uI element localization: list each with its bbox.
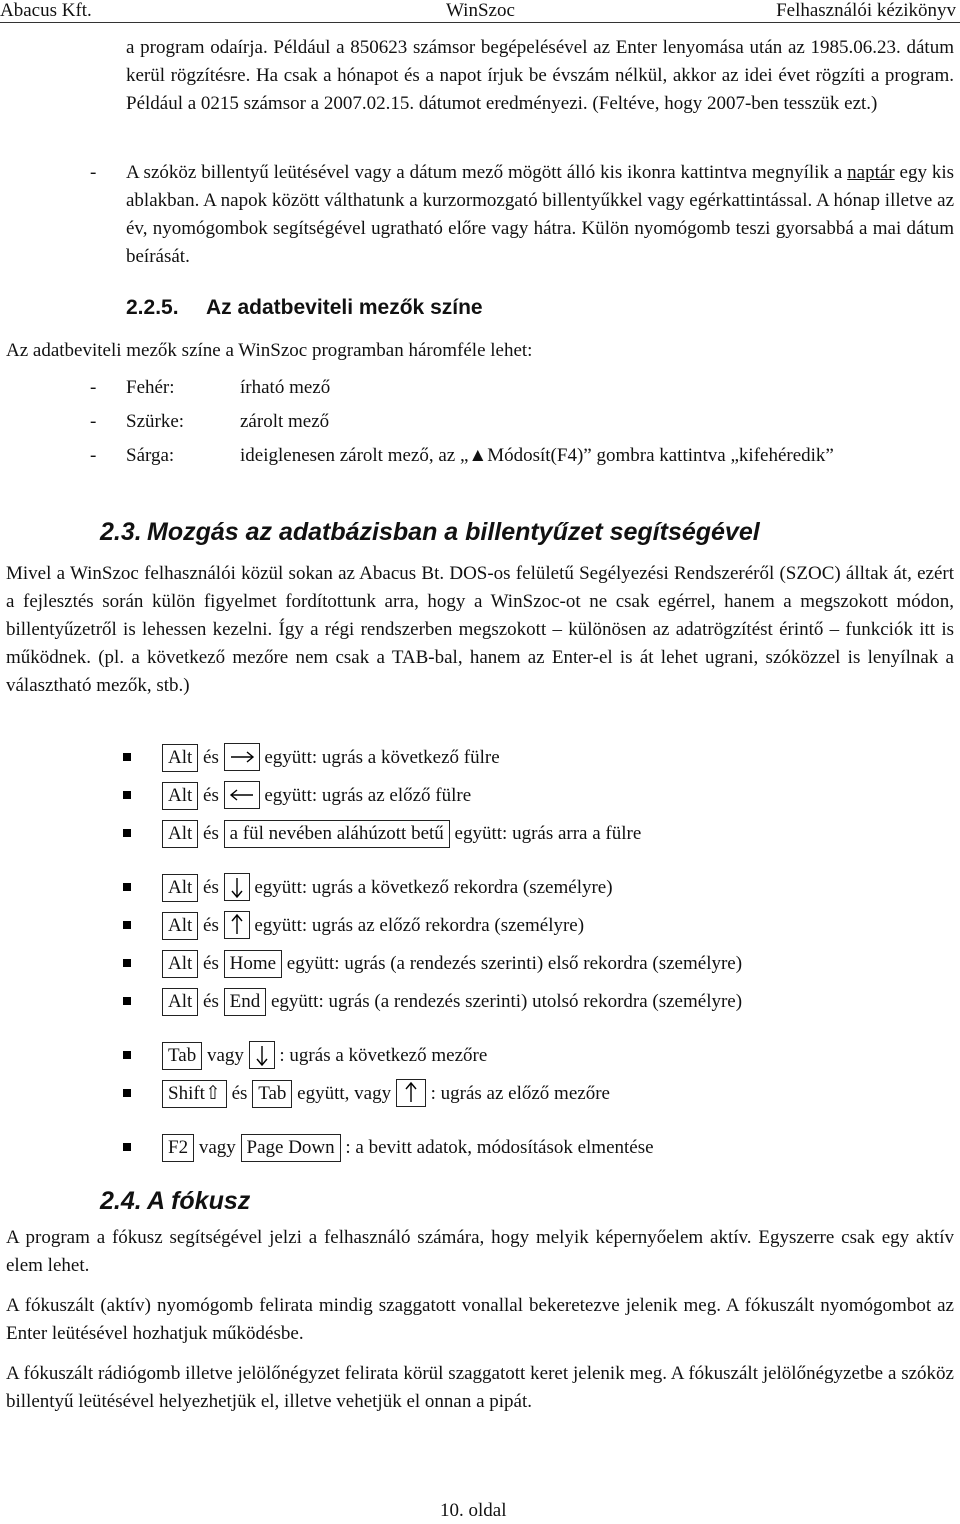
end-key: End [224, 988, 267, 1016]
section-225-number: 2.2.5. [126, 296, 179, 319]
shortcut-row-save [162, 1134, 654, 1162]
and-word: és [203, 877, 219, 898]
tab-key: Tab [162, 1042, 202, 1070]
or-word: vagy [198, 1137, 236, 1158]
section-23-paragraph: Mivel a WinSzoc felhasználói közül sokan az Abacus Bt. DOS-os felületű Segélyezési Rendszeréről (SZOC) álltak át, ezért a fejlesztés során külön figyelmet fordítottunk arra, hogy a WinSzoc-ot ne csak egérrel, hanem a megszokott módon, billentyűzetről is lehessen kezelni. Így a régi rendszerben megszokott – különösen az adatrögzítést érintő – funkciók itt is működnek. (pl. a következő mezőre nem csak a TAB-bal, hanem az Enter-el is át lehet ugrani, szóközzel is lenyílnak a választható mezők, stb.) [6, 563, 954, 696]
or-word: vagy [206, 1045, 244, 1066]
calendar-term: naptár [847, 162, 895, 183]
intro-dash: - [90, 162, 97, 183]
color-item-desc-grey: zárolt mező [240, 411, 330, 432]
bullet-square [123, 1143, 131, 1151]
f2-key: F2 [162, 1134, 194, 1162]
header-rule [0, 22, 960, 23]
and-word: és [203, 991, 219, 1012]
color-item-dash-3: - [90, 445, 97, 466]
color-item-label-yellow: Sárga: [126, 445, 175, 466]
shortcut-desc: : ugrás a következő mezőre [279, 1045, 488, 1066]
shortcut-desc: együtt: ugrás az előző rekordra (személyre) [254, 915, 585, 936]
header-doc-title: Felhasználói kézikönyv [776, 0, 956, 21]
right-arrow-key-icon [224, 743, 260, 771]
intro-p2-pre: A szóköz billentyű leütésével vagy a dátum mező mögött álló kis ikonra kattintva megnyílik a [126, 162, 848, 183]
shortcut-row-last-record [162, 988, 742, 1016]
bullet-square [123, 1051, 131, 1059]
page-down-key: Page Down [241, 1134, 341, 1162]
color-item-label-white: Fehér: [126, 377, 175, 398]
shortcut-row-next-field [162, 1042, 487, 1071]
bullet-square [123, 753, 131, 761]
focus-paragraph-2: A fókuszált (aktív) nyomógomb felirata mindig szaggatott vonallal bekeretezve jelenik meg. A fókuszált nyomógombot az Enter leütésével hozhatjuk működésbe. [6, 1295, 954, 1344]
bullet-square [123, 791, 131, 799]
color-item-dash-1: - [90, 377, 97, 398]
shortcut-row-jump-tab [162, 820, 641, 848]
alt-key: Alt [162, 744, 198, 772]
bullet-square [123, 921, 131, 929]
section-24-title: A fókusz [147, 1187, 251, 1215]
left-arrow-key-icon [224, 781, 260, 809]
bullet-square [123, 1089, 131, 1097]
intro-paragraph-2 [126, 159, 954, 271]
shortcut-desc: együtt: ugrás (a rendezés szerinti) utolsó rekordra (személyre) [270, 991, 743, 1012]
shortcut-row-first-record [162, 950, 742, 978]
home-key: Home [224, 950, 282, 978]
shortcut-desc: együtt: ugrás a következő rekordra (személyre) [254, 877, 613, 898]
shortcut-desc: együtt: ugrás a következő fülre [264, 747, 500, 768]
header-product: WinSzoc [446, 0, 515, 21]
color-item-label-grey: Szürke: [126, 411, 185, 432]
intro-p2-post: egy kis ablakban. A napok között válthatunk a kurzormozgató billentyűkkel vagy egérkattintással. A hónap illetve az év, nyomógombok segítségével ugratható előre vagy hátra. Külön nyomógomb teszi gyorsabbá a mai dátum beírását. [126, 162, 955, 267]
up-arrow-key-icon [396, 1079, 426, 1107]
color-item-desc-yellow: ideiglenesen zárolt mező, az „▲Módosít(F4)” gombra kattintva „kifehéredik” [240, 445, 834, 466]
down-arrow-key-icon [224, 873, 250, 901]
shortcut-row-next-tab [162, 744, 500, 773]
bullet-square [123, 997, 131, 1005]
and-word: és [203, 747, 219, 768]
header-company: Abacus Kft. [0, 0, 92, 21]
down-arrow-key-icon [249, 1041, 275, 1069]
and-word: és [231, 1083, 248, 1104]
intro-paragraph-1: a program odaírja. Például a 850623 számsor begépelésével az Enter lenyomása után az 1985.06.23. dátum kerül rögzítésre. Ha csak a hónapot és a napot írjuk be évszám nélkül, akkor az idei évet rögzíti a program. Például a 0215 számsor a 2007.02.15. dátumot eredményezi. (Feltéve, hogy 2007-ben tesszük ezt.) [126, 37, 954, 114]
shortcut-row-prev-field [162, 1080, 610, 1109]
tab-key: Tab [252, 1080, 292, 1108]
and-word: és [203, 915, 219, 936]
shortcut-row-next-record [162, 874, 613, 903]
shortcut-desc: : ugrás az előző mezőre [430, 1083, 610, 1104]
section-225-intro: Az adatbeviteli mezők színe a WinSzoc programban háromféle lehet: [6, 340, 533, 361]
and-word: és [203, 823, 219, 844]
bullet-square [123, 829, 131, 837]
shortcut-desc: együtt: ugrás az előző fülre [264, 785, 472, 806]
section-225-title: Az adatbeviteli mezők színe [206, 296, 483, 319]
section-23-title: Mozgás az adatbázisban a billentyűzet segítségével [147, 518, 760, 546]
alt-key: Alt [162, 874, 198, 902]
shortcut-desc: együtt: ugrás (a rendezés szerinti) első rekordra (személyre) [286, 953, 743, 974]
color-item-desc-white: írható mező [240, 377, 331, 398]
shortcut-desc: együtt: ugrás arra a fülre [454, 823, 642, 844]
and-word: és [203, 953, 219, 974]
underlined-letter-key: a fül nevében aláhúzott betű [224, 820, 450, 848]
shift-key: Shift⇧ [162, 1080, 227, 1108]
section-23-number: 2.3. [100, 518, 142, 546]
section-24-number: 2.4. [100, 1187, 142, 1215]
together-or-word: együtt, vagy [297, 1083, 392, 1104]
alt-key: Alt [162, 988, 198, 1016]
up-arrow-key-icon [224, 911, 250, 939]
alt-key: Alt [162, 820, 198, 848]
alt-key: Alt [162, 950, 198, 978]
alt-key: Alt [162, 912, 198, 940]
alt-key: Alt [162, 782, 198, 810]
focus-paragraph-3: A fókuszált rádiógomb illetve jelölőnégyzet felirata körül szaggatott keret jelenik meg. A fókuszált jelölőnégyzetbe a szóköz billentyű leütésével helyezhetjük el, illetve vehetjük el onnan a pipát. [6, 1363, 954, 1412]
color-item-dash-2: - [90, 411, 97, 432]
and-word: és [203, 785, 219, 806]
bullet-square [123, 883, 131, 891]
page-number: 10. oldal [440, 1500, 507, 1521]
shortcut-row-prev-record [162, 912, 584, 941]
focus-paragraph-1: A program a fókusz segítségével jelzi a felhasználó számára, hogy melyik képernyőelem aktív. Egyszerre csak egy aktív elem lehet. [6, 1227, 954, 1276]
bullet-square [123, 959, 131, 967]
shortcut-row-prev-tab [162, 782, 471, 811]
shortcut-desc: : a bevitt adatok, módosítások elmentése [345, 1137, 654, 1158]
